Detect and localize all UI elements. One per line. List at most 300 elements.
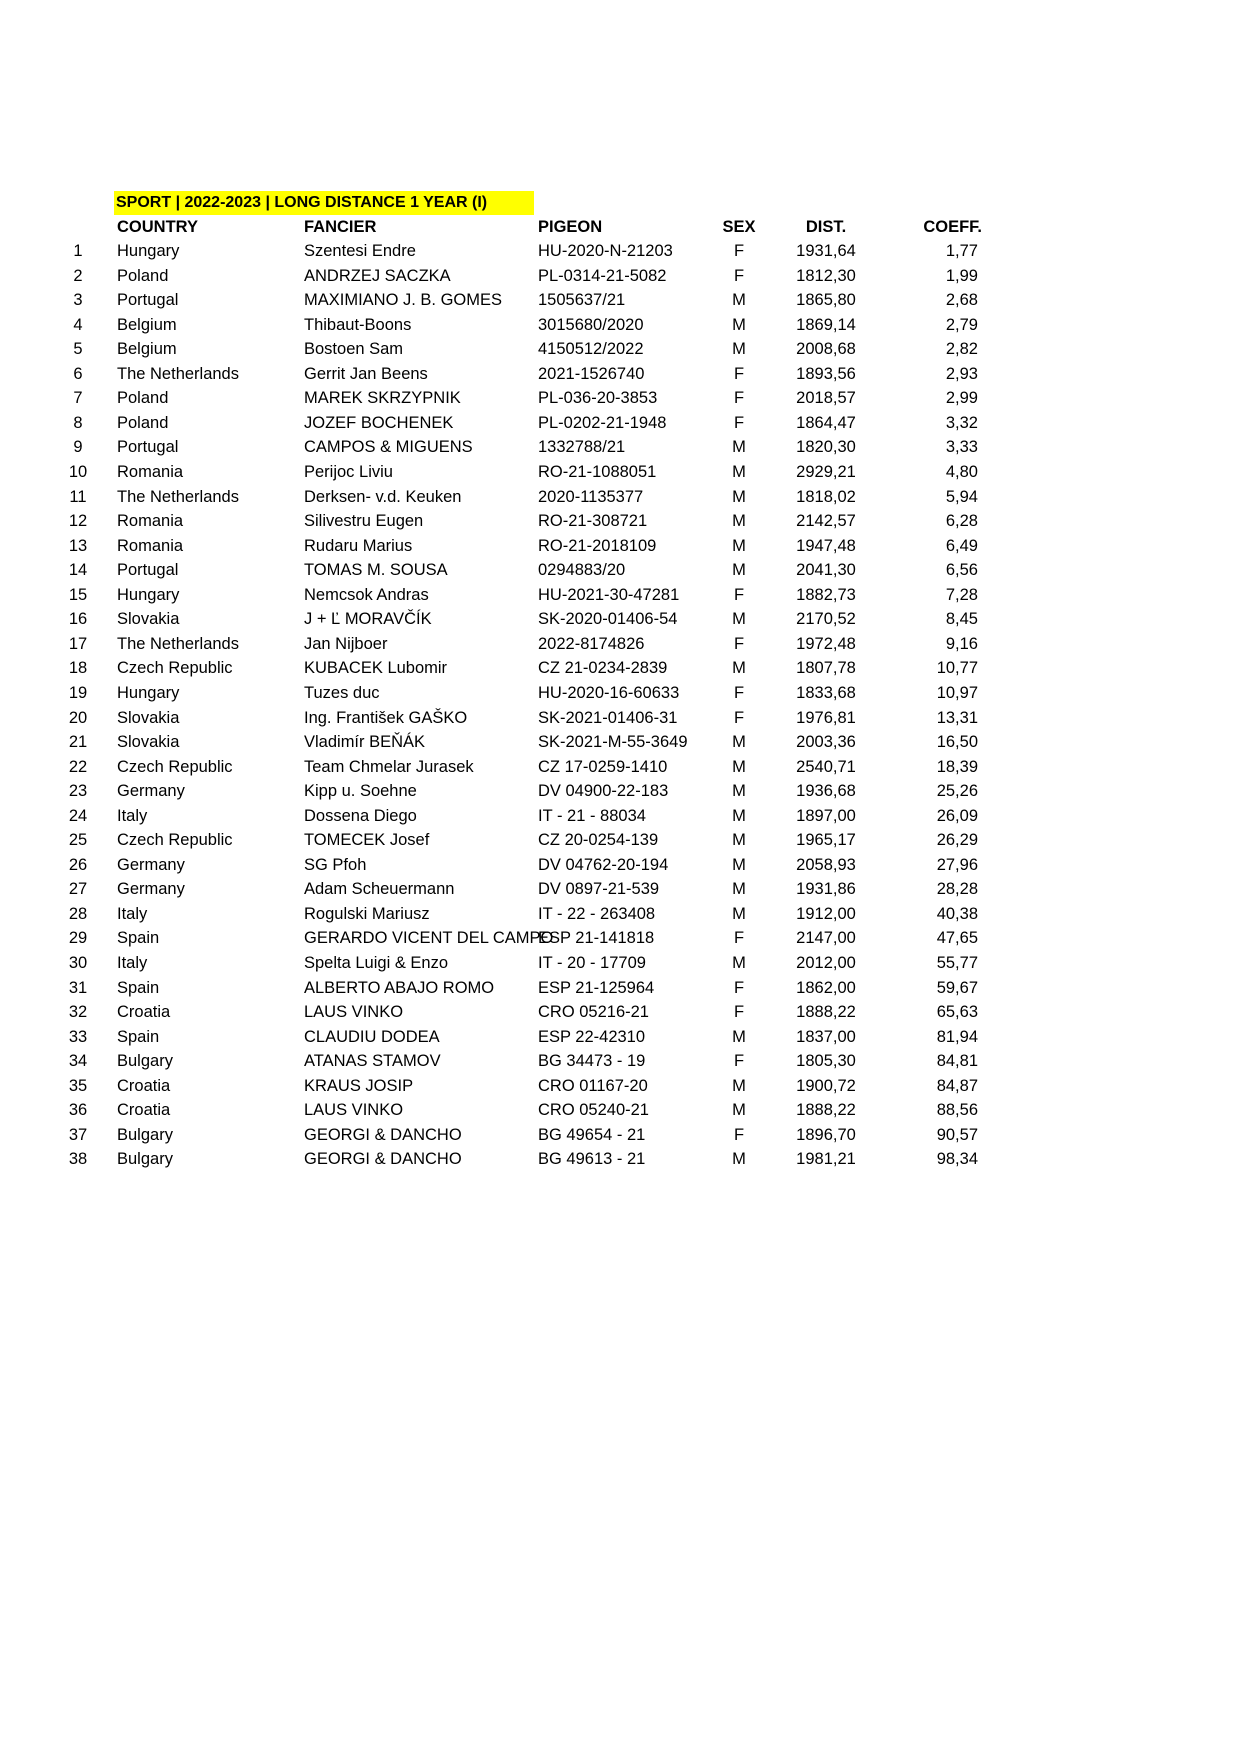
cell-pigeon: DV 04762-20-194 (538, 855, 669, 874)
table-row (0, 1147, 1240, 1171)
table-row (0, 706, 1240, 730)
cell-sex: M (732, 536, 746, 555)
cell-country: Germany (117, 855, 185, 874)
cell-country: Poland (117, 266, 169, 285)
cell-fancier: Bostoen Sam (304, 340, 404, 359)
cell-fancier: JOZEF BOCHENEK (304, 413, 454, 432)
cell-rank: 1 (73, 242, 83, 260)
cell-pigeon: IT - 22 - 263408 (538, 904, 656, 923)
cell-pigeon: BG 49654 - 21 (538, 1125, 646, 1144)
cell-pigeon: HU-2021-30-47281 (538, 585, 680, 604)
cell-coeff: 98,34 (936, 1150, 978, 1169)
cell-coeff: 2,82 (945, 340, 978, 359)
cell-coeff: 10,77 (936, 659, 978, 678)
cell-dist: 1976,81 (796, 708, 856, 727)
cell-dist: 2929,21 (796, 463, 856, 481)
cell-sex: M (732, 904, 746, 923)
cell-coeff: 26,29 (936, 831, 978, 850)
cell-country: Croatia (117, 1003, 171, 1022)
cell-pigeon: CRO 05240-21 (538, 1101, 649, 1120)
cell-dist: 2018,57 (796, 389, 856, 408)
cell-coeff: 28,28 (936, 880, 978, 899)
cell-rank: 23 (68, 782, 88, 801)
cell-coeff: 3,32 (945, 413, 978, 432)
table-row (0, 853, 1240, 877)
header-pigeon: PIGEON (538, 218, 603, 236)
cell-fancier: Kipp u. Soehne (304, 782, 417, 801)
cell-rank: 33 (68, 1027, 88, 1046)
cell-rank: 9 (73, 438, 83, 457)
cell-sex: M (732, 315, 746, 334)
cell-rank: 36 (68, 1101, 88, 1120)
cell-fancier: Tuzes duc (304, 683, 380, 702)
cell-sex: F (733, 978, 745, 997)
cell-pigeon: 2020-1135377 (538, 487, 644, 506)
cell-rank: 24 (68, 806, 88, 825)
table-row (0, 1123, 1240, 1147)
header-coeff: COEFF. (923, 218, 982, 236)
cell-country: Hungary (117, 585, 180, 604)
cell-pigeon: HU-2020-16-60633 (538, 683, 680, 702)
cell-country: Portugal (117, 561, 179, 580)
cell-coeff: 16,50 (936, 733, 978, 751)
cell-country: Romania (117, 536, 184, 555)
cell-country: Germany (117, 782, 185, 801)
cell-dist: 1882,73 (796, 585, 856, 604)
cell-country: Croatia (117, 1101, 171, 1120)
table-row (0, 313, 1240, 337)
cell-fancier: TOMECEK Josef (304, 831, 430, 850)
cell-dist: 1869,14 (796, 315, 856, 334)
cell-fancier: Ing. František GAŠKO (304, 708, 468, 727)
cell-sex: M (732, 610, 746, 629)
cell-coeff: 55,77 (936, 954, 978, 972)
cell-pigeon: RO-21-2018109 (538, 536, 657, 555)
cell-rank: 19 (68, 683, 88, 702)
table-row (0, 485, 1240, 509)
table-row (0, 804, 1240, 828)
cell-pigeon: BG 49613 - 21 (538, 1150, 646, 1169)
cell-country: Romania (117, 463, 184, 481)
cell-country: Belgium (117, 340, 177, 359)
cell-pigeon: CZ 17-0259-1410 (538, 757, 668, 776)
cell-pigeon: SK-2021-M-55-3649 (538, 733, 688, 751)
cell-coeff: 1,77 (945, 242, 978, 260)
cell-fancier: Silivestru Eugen (304, 512, 424, 531)
cell-sex: M (732, 1076, 746, 1095)
cell-dist: 1805,30 (796, 1052, 856, 1071)
cell-sex: F (733, 1125, 745, 1144)
cell-rank: 37 (68, 1125, 88, 1144)
table-row (0, 583, 1240, 607)
table-row (0, 558, 1240, 582)
cell-rank: 5 (73, 340, 83, 359)
cell-coeff: 2,68 (945, 291, 978, 310)
cell-pigeon: PL-0202-21-1948 (538, 413, 667, 432)
table-row (0, 632, 1240, 656)
cell-fancier: MAXIMIANO J. B. GOMES (304, 291, 503, 310)
cell-dist: 1936,68 (796, 782, 856, 801)
cell-coeff: 59,67 (936, 978, 978, 997)
cell-rank: 31 (68, 978, 88, 997)
cell-country: Slovakia (117, 610, 180, 629)
cell-country: Bulgary (117, 1150, 173, 1169)
table-row (0, 460, 1240, 484)
cell-dist: 1864,47 (796, 413, 856, 432)
cell-sex: M (732, 1150, 746, 1169)
cell-rank: 32 (68, 1003, 88, 1022)
cell-pigeon: 0294883/20 (538, 561, 626, 580)
cell-country: The Netherlands (117, 364, 239, 383)
cell-rank: 7 (73, 389, 83, 408)
cell-sex: F (733, 1003, 745, 1022)
cell-dist: 1981,21 (796, 1150, 856, 1169)
cell-pigeon: 1332788/21 (538, 438, 626, 457)
cell-fancier: Szentesi Endre (304, 242, 416, 260)
cell-rank: 26 (68, 855, 88, 874)
cell-pigeon: IT - 21 - 88034 (538, 806, 646, 825)
cell-dist: 1833,68 (796, 683, 856, 702)
cell-fancier: GEORGI & DANCHO (304, 1125, 462, 1144)
table-row (0, 926, 1240, 950)
cell-rank: 27 (68, 880, 88, 899)
cell-coeff: 84,81 (936, 1052, 978, 1071)
cell-pigeon: DV 0897-21-539 (538, 880, 660, 899)
table-row (0, 951, 1240, 975)
table-row (0, 1049, 1240, 1073)
table-row (0, 386, 1240, 410)
table-row (0, 435, 1240, 459)
cell-dist: 1888,22 (796, 1003, 856, 1022)
cell-country: Hungary (117, 242, 180, 260)
cell-country: Romania (117, 512, 184, 531)
cell-sex: M (732, 340, 746, 359)
cell-country: The Netherlands (117, 487, 239, 506)
cell-country: Portugal (117, 291, 179, 310)
cell-pigeon: HU-2020-N-21203 (538, 242, 673, 260)
table-row (0, 1098, 1240, 1122)
cell-dist: 2147,00 (796, 929, 856, 948)
cell-dist: 1893,56 (796, 364, 856, 383)
cell-rank: 21 (68, 733, 88, 751)
cell-rank: 38 (68, 1150, 88, 1169)
cell-dist: 2058,93 (796, 855, 856, 874)
cell-country: Italy (117, 904, 148, 923)
cell-country: The Netherlands (117, 634, 239, 653)
cell-pigeon: CRO 01167-20 (538, 1076, 648, 1095)
cell-dist: 2003,36 (796, 733, 856, 751)
cell-rank: 25 (68, 831, 88, 850)
table-row (0, 264, 1240, 288)
cell-country: Germany (117, 880, 185, 899)
cell-sex: F (733, 929, 745, 948)
cell-sex: M (732, 733, 746, 751)
cell-pigeon: CRO 05216-21 (538, 1003, 649, 1022)
cell-rank: 14 (68, 561, 88, 580)
cell-coeff: 81,94 (936, 1027, 978, 1046)
table-row (0, 239, 1240, 263)
cell-fancier: KRAUS JOSIP (304, 1076, 414, 1095)
cell-fancier: Dossena Diego (304, 806, 417, 825)
cell-coeff: 65,63 (936, 1003, 978, 1022)
cell-pigeon: CZ 20-0254-139 (538, 831, 659, 850)
cell-coeff: 27,96 (936, 855, 978, 874)
cell-coeff: 7,28 (945, 585, 978, 604)
table-row (0, 730, 1240, 754)
cell-coeff: 5,94 (945, 487, 978, 506)
table-row (0, 681, 1240, 705)
cell-coeff: 2,99 (945, 389, 978, 408)
cell-rank: 6 (73, 364, 83, 383)
cell-dist: 1965,17 (796, 831, 856, 850)
cell-fancier: GEORGI & DANCHO (304, 1150, 462, 1169)
cell-coeff: 6,28 (945, 512, 978, 531)
header-dist: DIST. (805, 218, 847, 236)
table-header (0, 215, 1240, 239)
cell-pigeon: RO-21-308721 (538, 512, 648, 531)
cell-pigeon: 2022-8174826 (538, 634, 645, 653)
cell-fancier: Thibaut-Boons (304, 315, 412, 334)
cell-fancier: CLAUDIU DODEA (304, 1027, 440, 1046)
cell-dist: 2540,71 (796, 757, 856, 776)
cell-pigeon: RO-21-1088051 (538, 463, 657, 481)
cell-pigeon: 3015680/2020 (538, 315, 644, 334)
cell-rank: 35 (68, 1076, 88, 1095)
cell-coeff: 2,93 (945, 364, 978, 383)
cell-coeff: 26,09 (936, 806, 978, 825)
cell-sex: F (733, 413, 745, 432)
cell-sex: M (732, 659, 746, 678)
cell-country: Italy (117, 806, 148, 825)
cell-fancier: KUBACEK Lubomir (304, 659, 448, 678)
cell-rank: 8 (73, 413, 83, 432)
sheet-title: SPORT | 2022-2023 | LONG DISTANCE 1 YEAR (I) (114, 191, 534, 215)
cell-sex: M (732, 855, 746, 874)
cell-rank: 22 (68, 757, 88, 776)
cell-country: Czech Republic (117, 831, 233, 850)
cell-sex: F (733, 1052, 745, 1071)
cell-sex: M (732, 831, 746, 850)
cell-sex: F (733, 708, 745, 727)
cell-fancier: Team Chmelar Jurasek (304, 757, 474, 776)
cell-country: Croatia (117, 1076, 171, 1095)
cell-rank: 2 (73, 266, 83, 285)
cell-dist: 1947,48 (796, 536, 856, 555)
cell-dist: 1912,00 (796, 904, 856, 923)
cell-coeff: 13,31 (936, 708, 978, 727)
cell-rank: 15 (68, 585, 88, 604)
cell-coeff: 9,16 (945, 634, 978, 653)
cell-country: Spain (117, 929, 160, 948)
table-row (0, 1000, 1240, 1024)
cell-coeff: 6,49 (945, 536, 978, 555)
cell-country: Italy (117, 954, 148, 972)
cell-fancier: CAMPOS & MIGUENS (304, 438, 473, 457)
cell-dist: 2012,00 (796, 954, 856, 972)
cell-coeff: 47,65 (936, 929, 978, 948)
cell-pigeon: 2021-1526740 (538, 364, 645, 383)
cell-fancier: Adam Scheuermann (304, 880, 455, 899)
table-row (0, 337, 1240, 361)
cell-dist: 1888,22 (796, 1101, 856, 1120)
cell-dist: 1972,48 (796, 634, 856, 653)
table-row (0, 828, 1240, 852)
cell-coeff: 4,80 (945, 463, 978, 481)
cell-sex: F (733, 364, 745, 383)
cell-sex: M (732, 463, 746, 481)
header-sex: SEX (722, 218, 756, 236)
cell-coeff: 1,99 (945, 266, 978, 285)
cell-pigeon: 4150512/2022 (538, 340, 644, 359)
cell-country: Czech Republic (117, 757, 233, 776)
cell-rank: 34 (68, 1052, 88, 1071)
cell-dist: 2041,30 (796, 561, 856, 580)
cell-country: Bulgary (117, 1125, 173, 1144)
cell-fancier: Derksen- v.d. Keuken (304, 487, 462, 506)
cell-fancier: GERARDO VICENT DEL CAMPO (304, 929, 554, 948)
cell-coeff: 88,56 (936, 1101, 978, 1120)
table-row (0, 779, 1240, 803)
cell-sex: F (733, 585, 745, 604)
header-country: COUNTRY (117, 218, 198, 236)
cell-fancier: Spelta Luigi & Enzo (304, 954, 449, 972)
cell-pigeon: PL-0314-21-5082 (538, 266, 667, 285)
cell-rank: 17 (68, 634, 88, 653)
table-row (0, 607, 1240, 631)
cell-fancier: Gerrit Jan Beens (304, 364, 428, 383)
cell-pigeon: SK-2021-01406-31 (538, 708, 678, 727)
cell-country: Poland (117, 389, 169, 408)
table-row (0, 656, 1240, 680)
table-row (0, 755, 1240, 779)
cell-sex: M (732, 1101, 746, 1120)
cell-fancier: LAUS VINKO (304, 1003, 404, 1022)
cell-pigeon: 1505637/21 (538, 291, 626, 310)
cell-rank: 10 (68, 463, 88, 481)
cell-sex: M (732, 487, 746, 506)
cell-dist: 2008,68 (796, 340, 856, 359)
cell-country: Spain (117, 1027, 160, 1046)
table-row (0, 411, 1240, 435)
cell-country: Belgium (117, 315, 177, 334)
table-row (0, 534, 1240, 558)
cell-dist: 1865,80 (796, 291, 856, 310)
cell-coeff: 10,97 (936, 683, 978, 702)
cell-sex: M (732, 782, 746, 801)
cell-fancier: ANDRZEJ SACZKA (304, 266, 451, 285)
cell-pigeon: IT - 20 - 17709 (538, 954, 646, 972)
cell-dist: 2142,57 (796, 512, 856, 531)
cell-pigeon: SK-2020-01406-54 (538, 610, 678, 629)
cell-fancier: J + Ľ MORAVČÍK (304, 610, 432, 629)
cell-country: Hungary (117, 683, 180, 702)
cell-rank: 16 (68, 610, 88, 629)
cell-pigeon: BG 34473 - 19 (538, 1052, 646, 1071)
cell-rank: 11 (69, 487, 87, 506)
cell-pigeon: ESP 22-42310 (538, 1027, 646, 1046)
cell-pigeon: ESP 21-141818 (538, 929, 655, 948)
cell-fancier: MAREK SKRZYPNIK (304, 389, 461, 408)
cell-rank: 12 (68, 512, 88, 531)
cell-fancier: TOMAS M. SOUSA (304, 561, 448, 580)
cell-fancier: Vladimír BEŇÁK (304, 733, 426, 751)
cell-sex: M (732, 438, 746, 457)
cell-rank: 30 (68, 954, 88, 972)
cell-sex: F (733, 389, 745, 408)
cell-fancier: Perijoc Liviu (304, 463, 393, 481)
cell-dist: 1931,64 (796, 242, 856, 260)
cell-pigeon: ESP 21-125964 (538, 978, 655, 997)
header-fancier: FANCIER (304, 218, 377, 236)
cell-sex: M (732, 880, 746, 899)
cell-fancier: Jan Nijboer (304, 634, 388, 653)
cell-fancier: ATANAS STAMOV (304, 1052, 441, 1071)
cell-coeff: 90,57 (936, 1125, 978, 1144)
cell-rank: 18 (68, 659, 88, 678)
cell-rank: 29 (68, 929, 88, 948)
cell-country: Slovakia (117, 708, 180, 727)
cell-coeff: 18,39 (936, 757, 978, 776)
cell-sex: M (732, 806, 746, 825)
cell-rank: 13 (68, 536, 88, 555)
cell-rank: 20 (68, 708, 88, 727)
cell-dist: 1820,30 (796, 438, 856, 457)
cell-dist: 1807,78 (796, 659, 856, 678)
cell-rank: 28 (68, 904, 88, 923)
cell-pigeon: PL-036-20-3853 (538, 389, 658, 408)
table-row (0, 362, 1240, 386)
cell-dist: 1837,00 (796, 1027, 856, 1046)
cell-fancier: Rogulski Mariusz (304, 904, 430, 923)
cell-dist: 2170,52 (796, 610, 856, 629)
cell-sex: M (732, 954, 746, 972)
cell-dist: 1900,72 (796, 1076, 856, 1095)
cell-sex: M (732, 757, 746, 776)
table-row (0, 902, 1240, 926)
cell-country: Slovakia (117, 733, 180, 751)
cell-dist: 1931,86 (796, 880, 856, 899)
cell-country: Portugal (117, 438, 179, 457)
cell-rank: 3 (73, 291, 83, 310)
cell-fancier: Nemcsok Andras (304, 585, 429, 604)
table-row (0, 877, 1240, 901)
cell-coeff: 84,87 (936, 1076, 978, 1095)
cell-sex: F (733, 683, 745, 702)
cell-fancier: ALBERTO ABAJO ROMO (304, 978, 495, 997)
cell-coeff: 2,79 (945, 315, 978, 334)
cell-fancier: LAUS VINKO (304, 1101, 404, 1120)
cell-dist: 1897,00 (796, 806, 856, 825)
cell-dist: 1818,02 (796, 487, 856, 506)
cell-country: Poland (117, 413, 169, 432)
cell-sex: M (732, 512, 746, 531)
cell-sex: F (733, 242, 745, 260)
table-row (0, 1025, 1240, 1049)
cell-dist: 1862,00 (796, 978, 856, 997)
cell-coeff: 40,38 (936, 904, 978, 923)
cell-sex: M (732, 291, 746, 310)
cell-sex: M (732, 1027, 746, 1046)
table-row (0, 1074, 1240, 1098)
cell-country: Bulgary (117, 1052, 173, 1071)
cell-coeff: 8,45 (945, 610, 978, 629)
cell-pigeon: CZ 21-0234-2839 (538, 659, 668, 678)
cell-rank: 4 (73, 315, 83, 334)
cell-country: Czech Republic (117, 659, 233, 678)
table-row (0, 288, 1240, 312)
cell-sex: F (733, 634, 745, 653)
cell-coeff: 3,33 (945, 438, 978, 457)
